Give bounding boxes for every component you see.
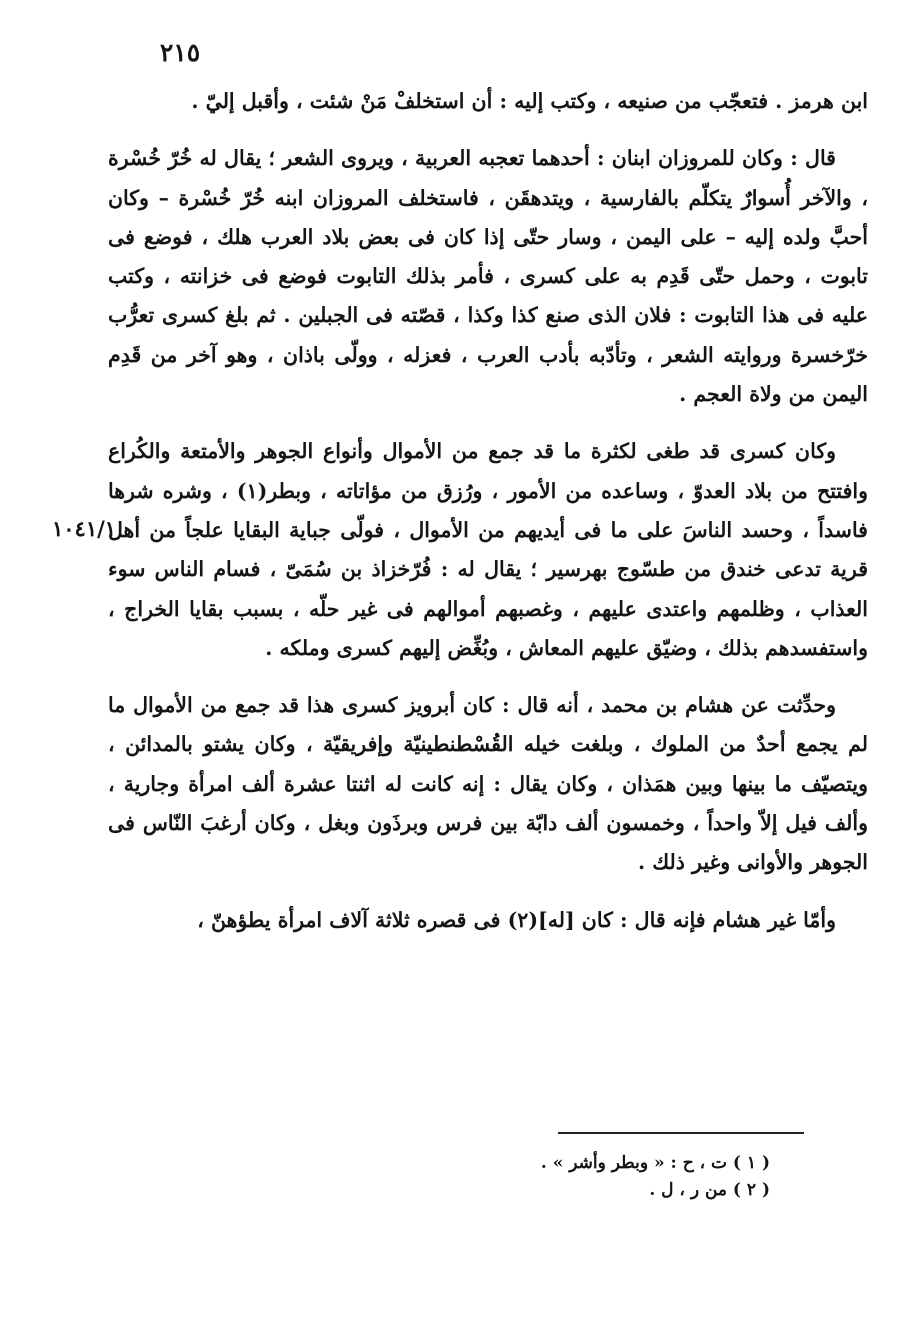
page-number: ٢١٥	[159, 38, 201, 67]
paragraph: ابن هرمز . فتعجّب من صنيعه ، وكتب إليه : أن استخلفْ مَنْ شئت ، وأقبل إليّ .	[191, 89, 868, 113]
footnote: ( ١ ) ت ، ح : « وبطر وأشر » .	[540, 1153, 770, 1173]
paragraph: قال : وكان للمروزان ابنان : أحدهما تعجبه العربية ، ويروى الشعر ؛ يقال له خُرّ خُسْرة ، والآخر أُسوارٌ يتكلّم بالفارسية ، ويتدهقَن ، فاستخلف المروزان ابنه خُرّ خُسْرة – وكان أحبَّ ولده إليه – على اليمن ، وسار حتّى إذا كان فى بعض بلاد العرب هلك ، فوضع فى تابوت ، وحمل حتّى قَدِم به على كسرى ، فأمر بذلك التابوت فوضع فى خزانته ، وكتب عليه فى هذا التابوت : فلان الذى صنع كذا وكذا ، قصّته فى الجبلين . ثم بلغ كسرى تعرُّب خرّخسرة وروايته الشعر ، وتأدّبه بأدب العرب ، فعزله ، وولّى باذان ، وهو آخر من قَدِم اليمن من ولاة العجم .	[108, 146, 868, 407]
footnotes	[430, 1150, 770, 1204]
margin-note: ١٠٤١/١	[52, 516, 117, 541]
paragraph: وحدِّثت عن هشام بن محمد ، أنه قال : كان أبرويز كسرى هذا قد جمع من الأموال ما لم يجمع أحدٌ من الملوك ، وبلغت خيله القُسْطنطينيّة وإفريقيّة ، وكان يشتو بالمدائن ، ويتصيّف ما بينها وبين همَذان ، وكان يقال : إنه كانت له اثنتا عشرة ألف امرأة وجارية ، وألف فيل إلاّ واحداً ، وخمسون ألف دابّة بين فرس وبرذَون وبغل ، وكان أرغبَ النّاس فى الجوهر والأوانى وغير ذلك .	[108, 693, 868, 875]
body-text	[108, 82, 868, 958]
footnote-divider	[558, 1132, 804, 1134]
paragraph: وأمّا غير هشام فإنه قال : كان [له](٢) فى قصره ثلاثة آلاف امرأة يطؤهنّ ،	[197, 907, 836, 932]
footnote: ( ٢ ) من ر ، ل .	[649, 1180, 770, 1200]
paragraph: وكان كسرى قد طغى لكثرة ما قد جمع من الأموال وأنواع الجوهر والأمتعة والكُراع وافتتح من بلاد العدوّ ، وساعده من الأمور ، ورُزق من مؤاتاته ، وبطر(١) ، وشره شرها فاسداً ، وحسد الناسَ على ما فى أيديهم من الأموال ، فولّى جباية البقايا علجاً من أهل قرية تدعى خندق من طسّوج بهرسير ؛ يقال له : فُرّخزاذ بن سُمَىّ ، فسام الناس سوء العذاب ، وظلمهم واعتدى عليهم ، وغصبهم أموالهم فى غير حلّه ، بسبب بقايا الخراج ، واستفسدهم بذلك ، وضيّق عليهم المعاش ، وبُغِّض إليهم كسرى وملكه .	[108, 439, 868, 660]
